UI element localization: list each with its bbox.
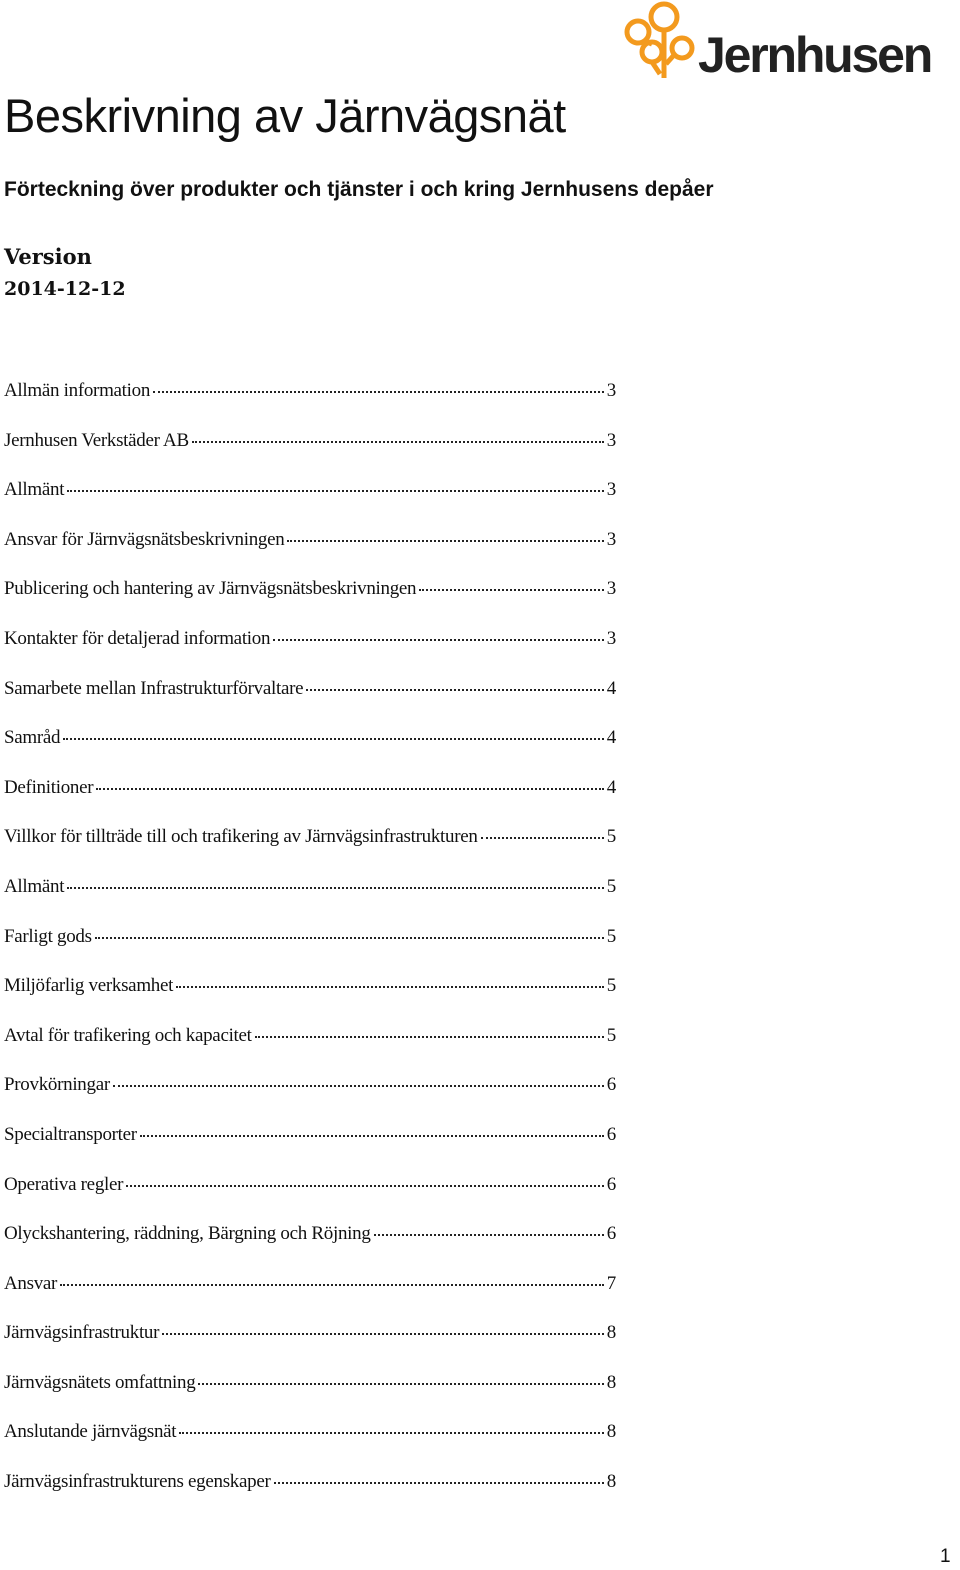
toc-entry-page: 6 (606, 1173, 616, 1195)
toc-entry-page: 3 (606, 627, 616, 649)
toc-dot-leader (255, 1036, 604, 1038)
toc-entry-label: Ansvar för Järnvägsnätsbeskrivningen (4, 528, 285, 550)
toc-entry-label: Farligt gods (4, 925, 92, 947)
toc-entry[interactable] (4, 529, 616, 579)
logo-wordmark: Jernhusen (698, 27, 932, 83)
toc-entry-label: Ansvar (4, 1272, 58, 1294)
toc-entry-page: 3 (606, 380, 616, 401)
toc-entry[interactable] (4, 1471, 616, 1521)
toc-entry-label: Allmänt (4, 875, 65, 897)
toc-dot-leader (274, 1482, 604, 1484)
page-number: 1 (940, 1546, 951, 1567)
toc-entry-label: Publicering och hantering av Järnvägsnätsbeskrivningen (4, 578, 417, 600)
toc-entry[interactable] (4, 926, 616, 976)
toc-entry-label: Järnvägsnätets omfattning (4, 1371, 196, 1393)
toc-entry[interactable] (4, 1074, 616, 1124)
toc-entry-page: 3 (606, 429, 616, 451)
version-label: Version (4, 244, 92, 269)
toc-entry-page: 7 (606, 1272, 616, 1294)
toc-entry-page: 4 (606, 776, 616, 798)
toc-dot-leader (192, 441, 604, 443)
toc-entry-label: Specialtransporter (4, 1123, 137, 1145)
toc-dot-leader (179, 1432, 604, 1434)
toc-dot-leader (140, 1135, 604, 1137)
toc-entry-page: 3 (606, 479, 616, 501)
toc-entry[interactable] (4, 777, 616, 827)
toc-entry-page: 4 (606, 727, 616, 749)
toc-dot-leader (198, 1383, 603, 1385)
toc-dot-leader (481, 837, 604, 839)
toc-dot-leader (126, 1185, 604, 1187)
toc-entry-page: 6 (606, 1123, 616, 1145)
toc-dot-leader (96, 788, 604, 790)
toc-dot-leader (306, 689, 604, 691)
toc-entry-label: Järnvägsinfrastruktur (4, 1322, 160, 1344)
toc-entry-page: 5 (606, 1024, 616, 1046)
toc-entry[interactable] (4, 1174, 616, 1224)
toc-entry[interactable] (4, 1273, 616, 1323)
toc-entry-label: Jernhusen Verkstäder AB (4, 429, 189, 451)
toc-entry-label: Allmän information (4, 380, 151, 401)
toc-entry-page: 4 (606, 677, 616, 699)
toc-entry-label: Operativa regler (4, 1173, 124, 1195)
toc-dot-leader (67, 887, 604, 889)
toc-entry-page: 5 (606, 975, 616, 997)
toc-entry[interactable] (4, 430, 616, 480)
toc-entry-label: Järnvägsinfrastrukturens egenskaper (4, 1471, 271, 1493)
toc-entry-page: 5 (606, 875, 616, 897)
document-subtitle: Förteckning över produkter och tjänster i och kring Jernhusens depåer (4, 178, 714, 201)
toc-entry-page: 6 (606, 1223, 616, 1245)
toc-entry[interactable] (4, 876, 616, 926)
toc-entry[interactable] (4, 1322, 616, 1372)
toc-entry-label: Provkörningar (4, 1074, 110, 1096)
toc-entry[interactable] (4, 1421, 616, 1471)
toc-dot-leader (60, 1284, 604, 1286)
toc-entry-label: Miljöfarlig verksamhet (4, 975, 174, 997)
toc-entry[interactable] (4, 1025, 616, 1075)
toc-entry-page: 8 (606, 1322, 616, 1344)
toc-entry[interactable] (4, 1223, 616, 1273)
toc-entry-label: Definitioner (4, 776, 94, 798)
toc-dot-leader (419, 589, 604, 591)
toc-dot-leader (374, 1234, 604, 1236)
toc-entry[interactable] (4, 678, 616, 728)
toc-entry[interactable] (4, 1372, 616, 1422)
toc-entry-page: 8 (606, 1421, 616, 1443)
toc-dot-leader (67, 490, 604, 492)
toc-entry-label: Olyckshantering, räddning, Bärgning och Röjning (4, 1223, 371, 1245)
toc-entry-page: 8 (606, 1371, 616, 1393)
toc-dot-leader (273, 639, 604, 641)
toc-dot-leader (153, 391, 604, 393)
toc-entry-label: Villkor för tillträde till och trafikering av Järnvägsinfrastrukturen (4, 826, 478, 848)
toc-entry-page: 3 (606, 528, 616, 550)
toc-entry-page: 5 (606, 826, 616, 848)
document-title: Beskrivning av Järnvägsnät (4, 89, 566, 142)
toc-entry-label: Avtal för trafikering och kapacitet (4, 1024, 252, 1046)
toc-dot-leader (287, 540, 603, 542)
toc-entry-label: Samarbete mellan Infrastrukturförvaltare (4, 677, 304, 699)
table-of-contents (4, 380, 616, 1521)
toc-entry[interactable] (4, 479, 616, 529)
toc-dot-leader (95, 937, 604, 939)
toc-dot-leader (63, 738, 604, 740)
toc-entry[interactable] (4, 975, 616, 1025)
toc-entry-page: 5 (606, 925, 616, 947)
toc-entry[interactable] (4, 380, 616, 430)
toc-entry[interactable] (4, 628, 616, 678)
toc-entry-page: 3 (606, 578, 616, 600)
toc-entry-label: Allmänt (4, 479, 65, 501)
toc-entry-label: Samråd (4, 727, 61, 749)
toc-dot-leader (176, 986, 604, 988)
toc-entry[interactable] (4, 826, 616, 876)
toc-entry[interactable] (4, 727, 616, 777)
toc-entry-page: 8 (606, 1471, 616, 1493)
version-date: 2014-12-12 (4, 278, 126, 300)
toc-dot-leader (113, 1085, 604, 1087)
toc-entry-label: Kontakter för detaljerad information (4, 627, 271, 649)
toc-entry[interactable] (4, 1124, 616, 1174)
toc-entry-label: Anslutande järnvägsnät (4, 1421, 177, 1443)
toc-entry[interactable] (4, 578, 616, 628)
toc-dot-leader (162, 1333, 604, 1335)
toc-entry-page: 6 (606, 1074, 616, 1096)
